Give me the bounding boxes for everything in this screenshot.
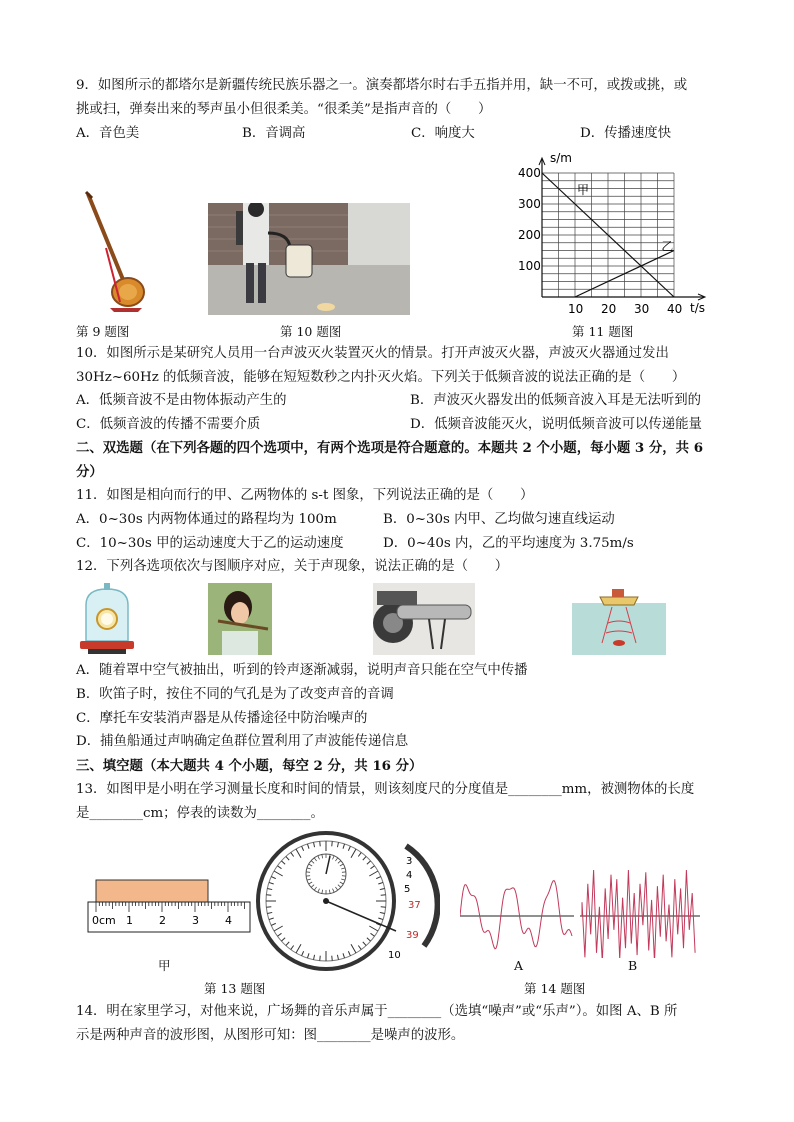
watch-tick (320, 956, 321, 961)
series-label-jia: 甲 (577, 183, 590, 197)
watch-tick (266, 907, 271, 908)
watch-tick (381, 907, 386, 908)
flute-player-image (208, 583, 272, 655)
q11-option-b: B．0~30s 内甲、乙均做匀速直线运动 (383, 512, 615, 527)
ruler-label-1: 1 (126, 914, 133, 927)
q12-option-a: A．随着罩中空气被抽出，听到的铃声逐渐减弱，说明声音只能在空气中传播 (76, 663, 528, 678)
waveform-b (582, 870, 695, 958)
dutar-instrument-image (80, 190, 150, 315)
y-axis-label: s/m (550, 151, 572, 165)
watch-tick (332, 841, 333, 846)
q14-stem-line1: 14．明在家里学习，对他来说，广场舞的音乐声属于________（选填“噪声”或“乐声”）。如图 A、B 所 (76, 1004, 678, 1019)
measured-block (96, 880, 208, 902)
q12-option-d: D．捕鱼船通过声呐确定鱼群位置利用了声波能传递信息 (76, 734, 409, 749)
ruler-label-3: 3 (192, 914, 199, 927)
watch-label-37: 37 (408, 900, 421, 911)
q10-stem-line2: 30Hz~60Hz 的低频音波，能够在短短数秒之内扑灭火焰。下列关于低频音波的说法正确的是（ ） (76, 370, 686, 385)
chart-axes (539, 158, 705, 300)
ruler-figure-label: 甲 (158, 958, 171, 973)
q9-option-c: C．响度大 (411, 126, 475, 141)
ruler-label-4: 4 (225, 914, 232, 927)
watch-tick (381, 895, 386, 896)
fig10-caption: 第 10 题图 (280, 324, 342, 339)
q12-stem: 12．下列各选项依次与图顺序对应，关于声现象，说法正确的是（ ） (76, 559, 509, 574)
series-label-yi: 乙 (661, 239, 674, 254)
bell-jar-image (78, 583, 136, 655)
q10-option-d: D．低频音波能灭火，说明低频音波可以传递能量 (410, 417, 702, 432)
y-tick-label: 400 (518, 166, 541, 180)
q11-option-c: C．10~30s 甲的运动速度大于乙的运动速度 (76, 536, 344, 551)
ruler-figure (84, 874, 254, 934)
ruler-label-0: 0cm (92, 914, 116, 927)
section2-heading-line2: 分） (76, 464, 103, 480)
watch-label-39: 39 (406, 930, 419, 941)
x-tick-label: 10 (568, 302, 584, 316)
watch-inner-label-3: 3 (406, 856, 413, 867)
waveform-a-label: A (514, 958, 524, 973)
motorcycle-muffler-image (373, 583, 475, 655)
y-tick-label: 100 (518, 259, 541, 273)
x-tick-label: 40 (667, 302, 683, 316)
sonar-boat-image (572, 583, 666, 655)
watch-tick (320, 841, 321, 846)
y-tick-label: 200 (518, 228, 541, 242)
watch-tick (266, 895, 271, 896)
stopwatch-figure (256, 826, 440, 976)
q9-option-b: B．音调高 (242, 126, 306, 141)
watch-label-10: 10 (388, 950, 401, 961)
x-tick-label: 20 (601, 302, 617, 316)
ruler-label-2: 2 (159, 914, 166, 927)
q13-stem-line1: 13．如图甲是小明在学习测量长度和时间的情景，则该刻度尺的分度值是________mm，被测物体的长度 (76, 782, 695, 797)
watch-tick (332, 956, 333, 961)
q10-option-b: B．声波灭火器发出的低频音波入耳是无法听到的 (410, 393, 702, 408)
waveform-a (460, 881, 572, 949)
q12-option-b: B．吹笛子时，按住不同的气孔是为了改变声音的音调 (76, 687, 394, 702)
q11-option-d: D．0~40s 内，乙的平均速度为 3.75m/s (383, 536, 634, 551)
q11-stem: 11．如图是相向而行的甲、乙两物体的 s-t 图象，下列说法正确的是（ ） (76, 488, 534, 503)
st-chart (510, 140, 725, 320)
y-tick-label: 300 (518, 197, 541, 211)
fig13-caption: 第 13 题图 (204, 981, 266, 996)
watch-inner-label-5: 5 (404, 884, 411, 895)
q9-stem-line2: 挑或扫，弹奏出来的琴声虽小但很柔美。“很柔美”是指声音的（ ） (76, 102, 492, 117)
q9-option-d: D．传播速度快 (580, 126, 672, 141)
q13-stem-line2: 是________cm；停表的读数为________。 (76, 806, 324, 821)
q10-option-c: C．低频音波的传播不需要介质 (76, 417, 261, 432)
q12-option-c: C．摩托车安装消声器是从传播途径中防治噪声的 (76, 711, 368, 726)
q11-option-a: A．0~30s 内两物体通过的路程均为 100m (76, 512, 337, 527)
waveform-figure (460, 848, 700, 958)
q14-stem-line2: 示是两种声音的波形图，从图形可知：图________是噪声的波形。 (76, 1028, 465, 1043)
fig9-caption: 第 9 题图 (76, 324, 130, 339)
x-axis-label: t/s (690, 301, 705, 315)
sound-extinguisher-photo (208, 203, 410, 315)
q10-option-a: A．低频音波不是由物体振动产生的 (76, 393, 287, 408)
section3-heading: 三、填空题（本大题共 4 个小题，每空 2 分，共 16 分） (76, 758, 423, 774)
section2-heading-line1: 二、双选题（在下列各题的四个选项中，有两个选项是符合题意的。本题共 2 个小题，每小题 3 分，共 6 (76, 440, 704, 456)
q9-stem-line1: 9．如图所示的都塔尔是新疆传统民族乐器之一。演奏都塔尔时右手五指并用，缺一不可，或拨或挑，或 (76, 78, 688, 93)
fig14-caption: 第 14 题图 (524, 981, 586, 996)
waveform-b-label: B (628, 958, 638, 973)
q10-stem-line1: 10．如图所示是某研究人员用一台声波灭火装置灭火的情景。打开声波灭火器，声波灭火器通过发出 (76, 346, 669, 361)
q9-option-a: A．音色美 (76, 126, 140, 141)
x-tick-label: 30 (634, 302, 650, 316)
watch-inner-label-4: 4 (406, 870, 413, 881)
fig11-caption: 第 11 题图 (572, 324, 634, 339)
